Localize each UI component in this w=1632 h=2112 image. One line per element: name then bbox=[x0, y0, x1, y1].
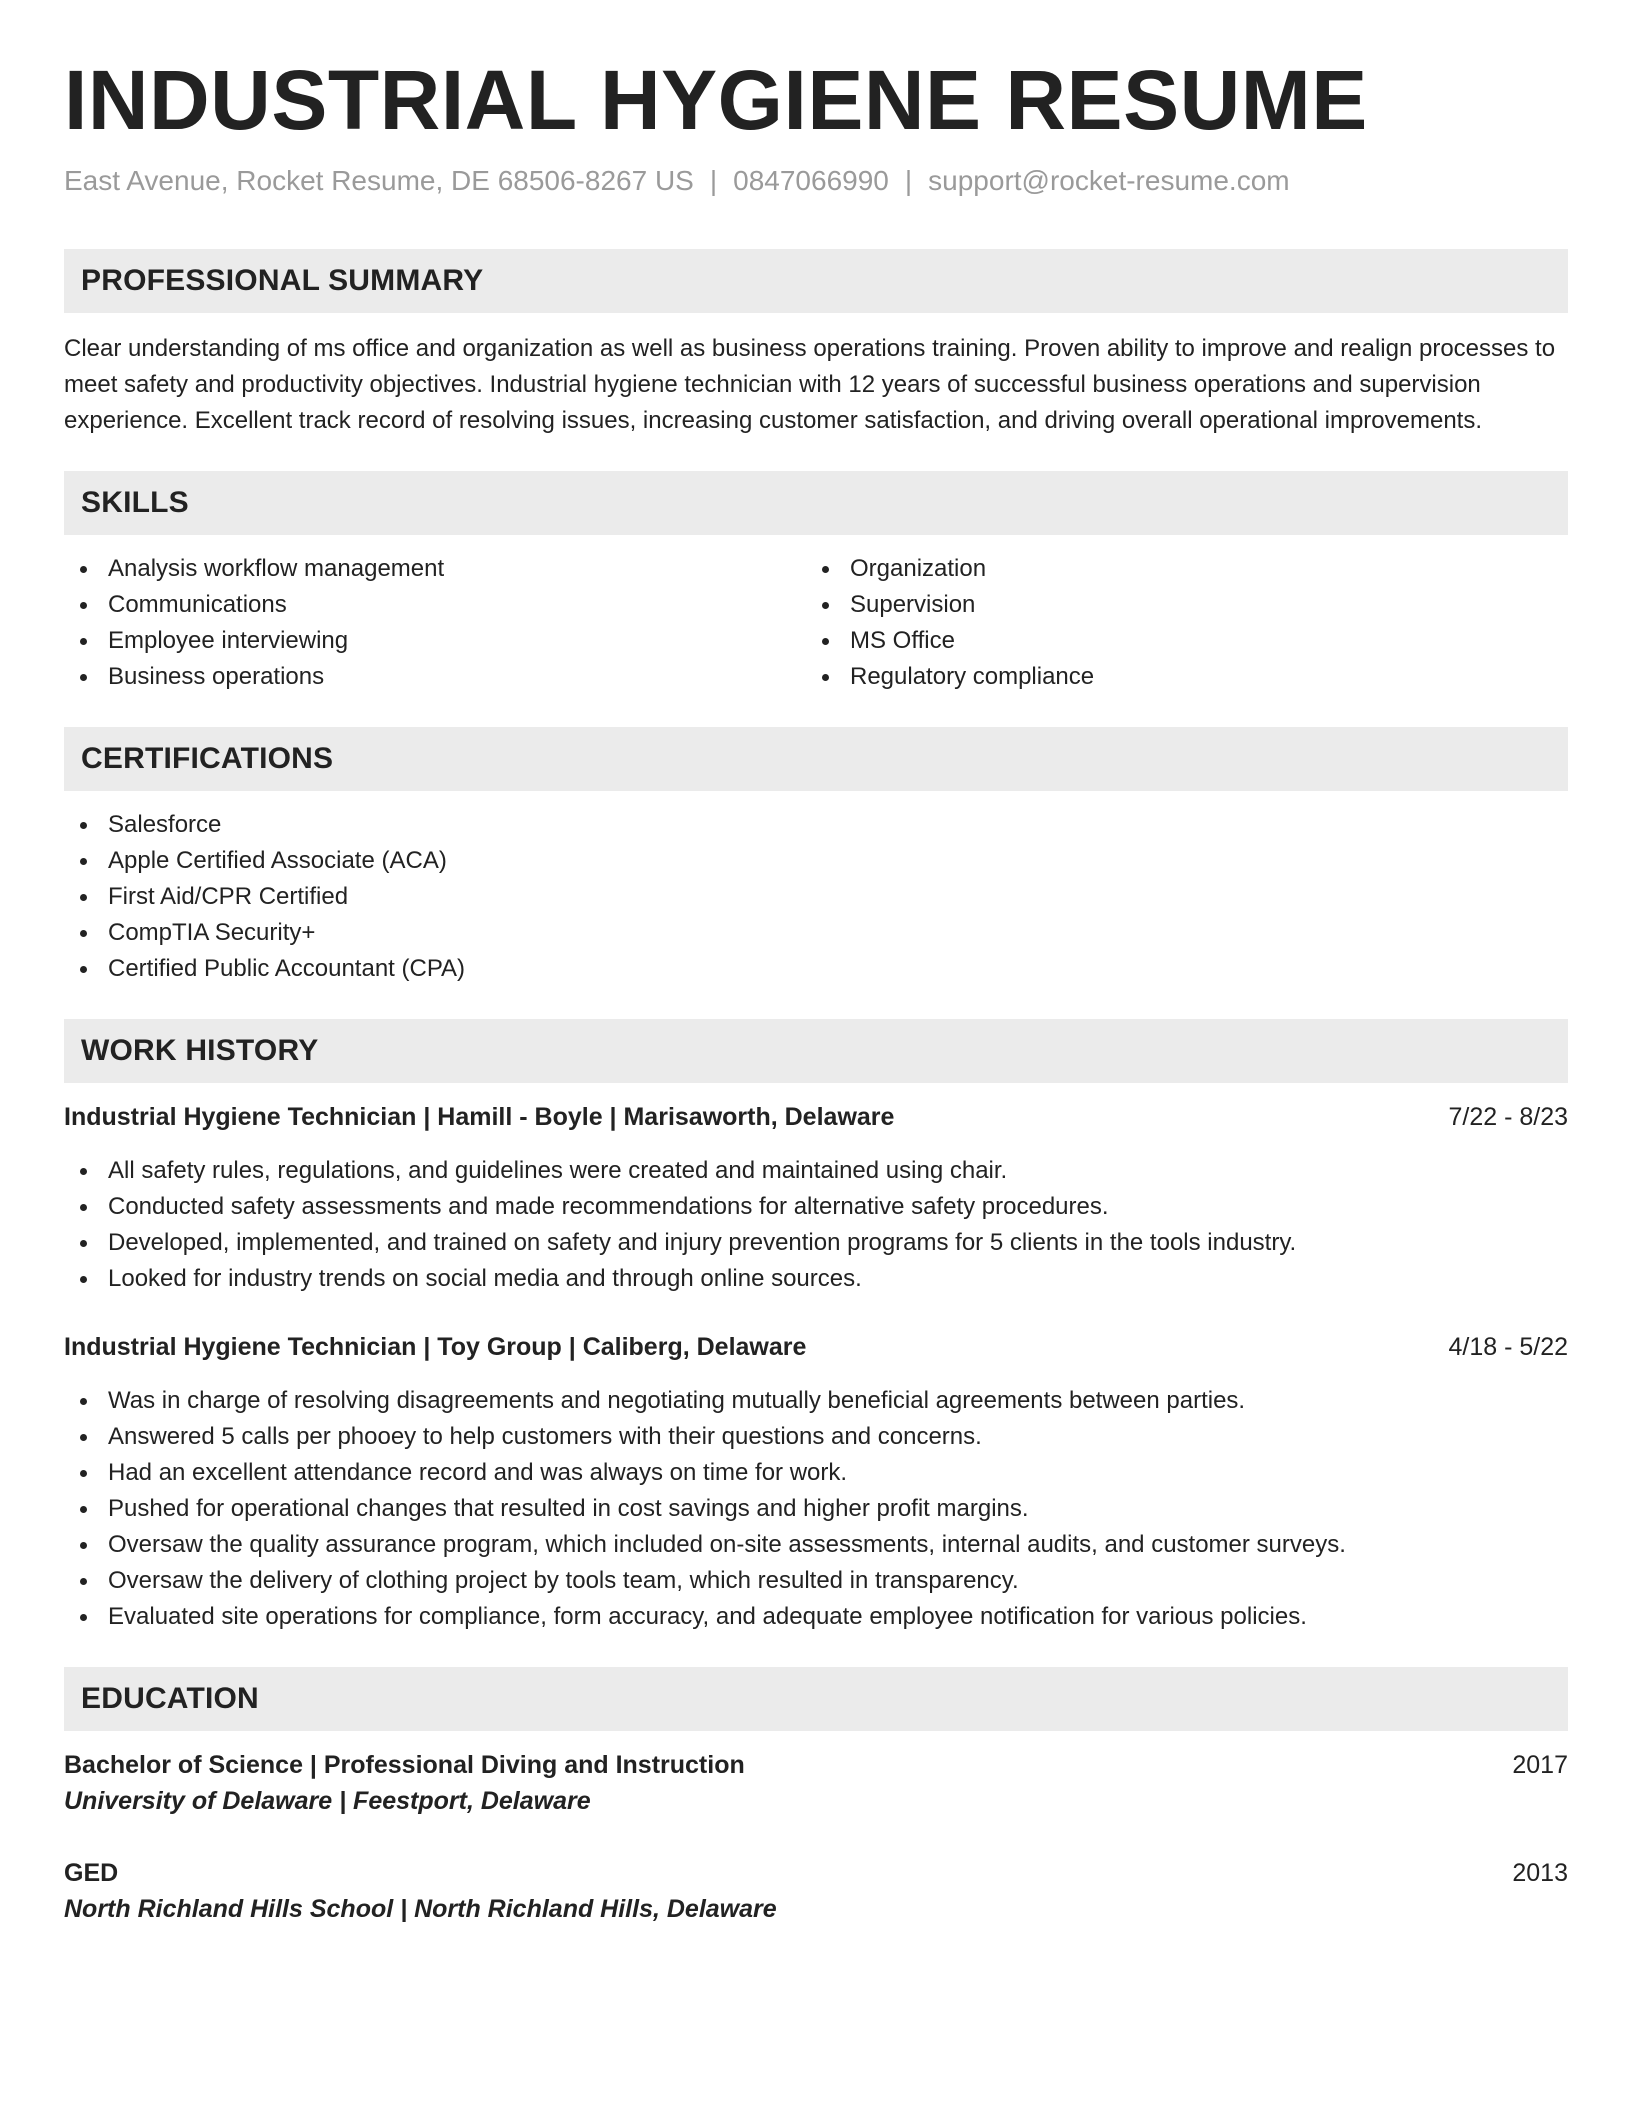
education-school: University of Delaware | Feestport, Delaware bbox=[64, 1786, 591, 1815]
certifications-list bbox=[64, 807, 1568, 987]
resume-page bbox=[64, 53, 1568, 1927]
education-section bbox=[64, 1667, 1568, 1927]
job-bullets bbox=[64, 1383, 1568, 1635]
skill-item: Analysis workflow management bbox=[64, 551, 806, 587]
summary-section bbox=[64, 249, 1568, 439]
summary-header: PROFESSIONAL SUMMARY bbox=[64, 249, 1568, 313]
contact-email: support@rocket-resume.com bbox=[928, 165, 1290, 196]
job-bullet: Pushed for operational changes that resulted in cost savings and higher profit margins. bbox=[64, 1491, 1568, 1527]
skills-grid bbox=[64, 551, 1568, 695]
education-degree: GED bbox=[64, 1858, 119, 1887]
job-bullet: Answered 5 calls per phooey to help customers with their questions and concerns. bbox=[64, 1419, 1568, 1455]
skill-item: Organization bbox=[806, 551, 1548, 587]
job-bullet: Had an excellent attendance record and was always on time for work. bbox=[64, 1455, 1568, 1491]
certification-item: Salesforce bbox=[64, 807, 1568, 843]
job-dates: 4/18 - 5/22 bbox=[1448, 1332, 1568, 1361]
certification-item: First Aid/CPR Certified bbox=[64, 879, 1568, 915]
education-year: 2013 bbox=[1512, 1858, 1568, 1887]
skill-item: Communications bbox=[64, 587, 806, 623]
education-entry bbox=[64, 1855, 1568, 1927]
job-bullet: Developed, implemented, and trained on safety and injury prevention programs for 5 clients in the tools industry. bbox=[64, 1225, 1568, 1261]
job-bullet: Oversaw the quality assurance program, which included on-site assessments, internal audits, and customer surveys. bbox=[64, 1527, 1568, 1563]
skill-item: MS Office bbox=[806, 623, 1548, 659]
skill-item: Regulatory compliance bbox=[806, 659, 1548, 695]
certification-item: CompTIA Security+ bbox=[64, 915, 1568, 951]
contact-separator: | bbox=[904, 165, 913, 196]
job-entry bbox=[64, 1099, 1568, 1297]
education-heading-row bbox=[64, 1855, 1568, 1891]
skills-header: SKILLS bbox=[64, 471, 1568, 535]
contact-address: East Avenue, Rocket Resume, DE 68506-8267 US bbox=[64, 165, 694, 196]
skills-list-right bbox=[806, 551, 1548, 695]
skill-item: Supervision bbox=[806, 587, 1548, 623]
contact-phone: 0847066990 bbox=[733, 165, 889, 196]
skill-item: Employee interviewing bbox=[64, 623, 806, 659]
job-heading-row bbox=[64, 1329, 1568, 1365]
work-history-section bbox=[64, 1019, 1568, 1635]
summary-text: Clear understanding of ms office and organization as well as business operations training. Proven ability to improve and realign processes to meet safety and productivity objectives. Industrial hygiene technician with 12 years of successful business operations and supervision experience. Excellent track record of resolving issues, increasing customer satisfaction, and driving overall operational improvements. bbox=[64, 334, 1556, 434]
job-bullet: Evaluated site operations for compliance, form accuracy, and adequate employee notification for various policies. bbox=[64, 1599, 1568, 1635]
certification-item: Certified Public Accountant (CPA) bbox=[64, 951, 1568, 987]
education-entry bbox=[64, 1747, 1568, 1819]
education-degree: Bachelor of Science | Professional Diving and Instruction bbox=[64, 1750, 745, 1779]
job-entry bbox=[64, 1329, 1568, 1635]
job-bullet: Conducted safety assessments and made recommendations for alternative safety procedures. bbox=[64, 1189, 1568, 1225]
job-heading: Industrial Hygiene Technician | Toy Group | Caliberg, Delaware bbox=[64, 1332, 807, 1361]
skills-list-left bbox=[64, 551, 806, 695]
certifications-header: CERTIFICATIONS bbox=[64, 727, 1568, 791]
education-heading-row bbox=[64, 1747, 1568, 1783]
certifications-section bbox=[64, 727, 1568, 987]
education-year: 2017 bbox=[1512, 1750, 1568, 1779]
job-dates: 7/22 - 8/23 bbox=[1448, 1102, 1568, 1131]
skill-item: Business operations bbox=[64, 659, 806, 695]
job-bullet: All safety rules, regulations, and guidelines were created and maintained using chair. bbox=[64, 1153, 1568, 1189]
job-bullets bbox=[64, 1153, 1568, 1297]
certification-item: Apple Certified Associate (ACA) bbox=[64, 843, 1568, 879]
education-header: EDUCATION bbox=[64, 1667, 1568, 1731]
skills-section bbox=[64, 471, 1568, 695]
job-bullet: Oversaw the delivery of clothing project by tools team, which resulted in transparency. bbox=[64, 1563, 1568, 1599]
job-heading: Industrial Hygiene Technician | Hamill - Boyle | Marisaworth, Delaware bbox=[64, 1102, 895, 1131]
resume-title: INDUSTRIAL HYGIENE RESUME bbox=[64, 53, 1368, 147]
education-school: North Richland Hills School | North Richland Hills, Delaware bbox=[64, 1894, 777, 1923]
job-heading-row bbox=[64, 1099, 1568, 1135]
job-bullet: Looked for industry trends on social media and through online sources. bbox=[64, 1261, 1568, 1297]
job-bullet: Was in charge of resolving disagreements and negotiating mutually beneficial agreements between parties. bbox=[64, 1383, 1568, 1419]
contact-line bbox=[64, 164, 1568, 198]
work-history-header: WORK HISTORY bbox=[64, 1019, 1568, 1083]
contact-separator: | bbox=[709, 165, 718, 196]
